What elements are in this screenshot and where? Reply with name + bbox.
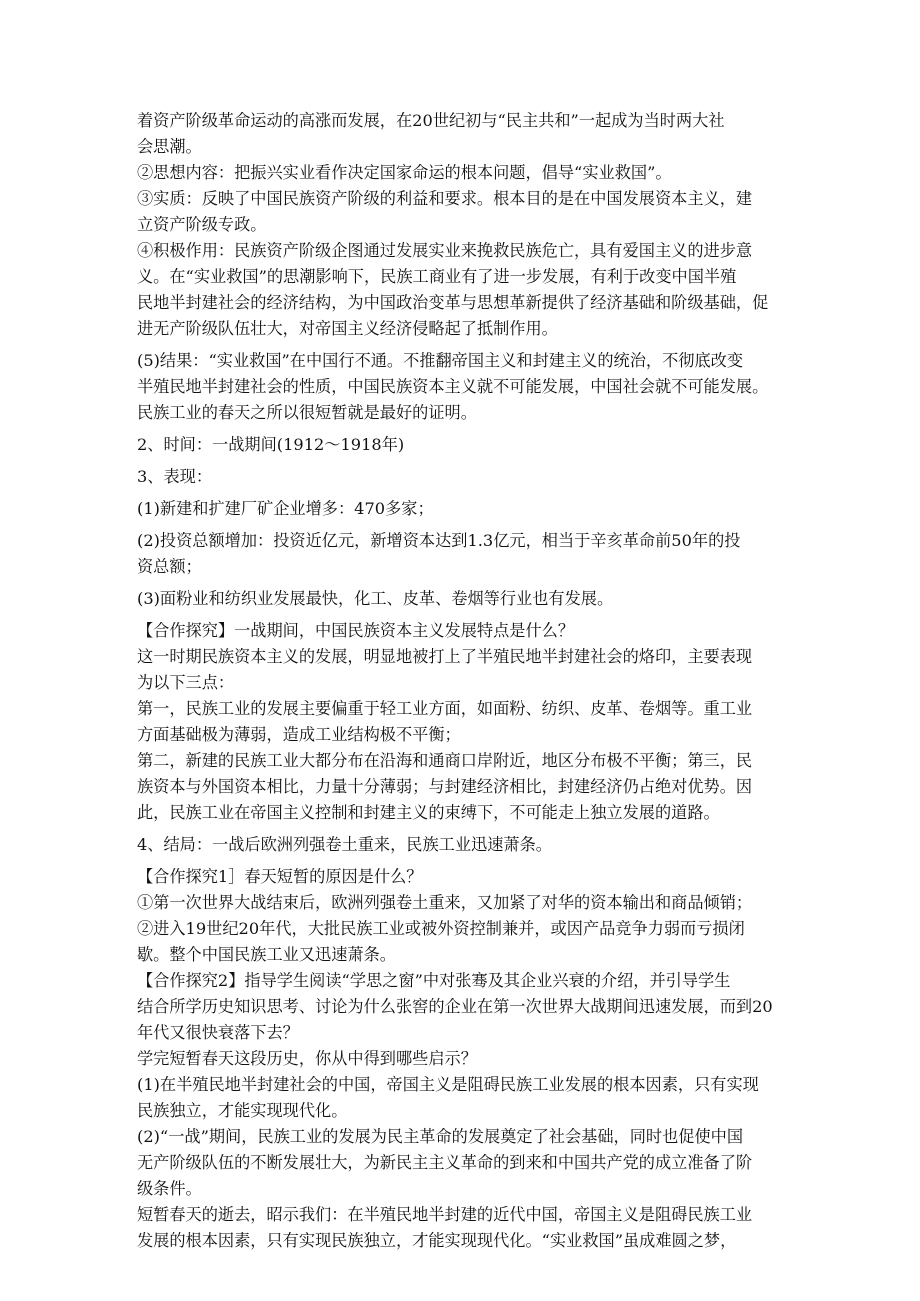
text-line: ③实质：反映了中国民族资产阶级的利益和要求。根本目的是在中国发展资本主义，建	[137, 189, 753, 208]
section-heading-cooperative-inquiry: 【合作探究】一战期间，中国民族资本主义发展特点是什么？	[137, 621, 575, 640]
text-line: 歇。整个中国民族工业又迅速萧条。	[137, 945, 396, 964]
text-line: 结合所学历史知识思考、讨论为什么张窖的企业在第一次世界大战期间迅速发展，而到20	[137, 997, 773, 1016]
text-line: 进无产阶级队伍壮大，对帝国主义经济侵略起了抵制作用。	[137, 319, 558, 338]
text-line: (2)投资总额增加：投资近亿元，新增资本达到1.3亿元，相当于辛亥革命前50年的投	[137, 531, 741, 550]
text-line: 民族工业的春天之所以很短暂就是最好的证明。	[137, 403, 477, 422]
text-line: ②思想内容：把振兴实业看作决定国家命运的根本问题，倡导“实业救国”。	[137, 163, 672, 182]
text-line: (2)“一战”期间，民族工业的发展为民主革命的发展奠定了社会基础，同时也促使中国	[137, 1127, 744, 1146]
text-line: 着资产阶级革命运动的高涨而发展，在20世纪初与“民主共和”一起成为当时两大社	[137, 111, 725, 130]
text-line: 民族独立，才能实现现代化。	[137, 1101, 348, 1120]
document-page	[137, 108, 797, 1254]
text-line: 会思潮。	[137, 137, 202, 156]
text-line: 短暂春天的逝去，昭示我们：在半殖民地半封建的近代中国，帝国主义是阻碍民族工业	[137, 1205, 753, 1224]
text-line: 发展的根本因素，只有实现民族独立，才能实现现代化。“实业救国”虽成难圆之梦，	[137, 1231, 737, 1250]
text-line: 民地半封建社会的经济结构，为中国政治变革与思想革新提供了经济基础和阶级基础，促	[137, 293, 769, 312]
section-heading-cooperative-inquiry-2: 【合作探究2】指导学生阅读“学思之窗”中对张骞及其企业兴衰的介绍，并引导学生	[137, 971, 731, 990]
section-heading-cooperative-inquiry-1: 【合作探究1］春天短暂的原因是什么？	[137, 867, 423, 886]
text-line: 方面基础极为薄弱，造成工业结构极不平衡；	[137, 725, 461, 744]
text-line: 此，民族工业在帝国主义控制和封建主义的束缚下，不可能走上独立发展的道路。	[137, 803, 720, 822]
text-line: 级条件。	[137, 1179, 202, 1198]
text-line: 立资产阶级专政。	[137, 215, 267, 234]
text-line: 无产阶级队伍的不断发展壮大，为新民主主义革命的到来和中国共产党的成立准备了阶	[137, 1153, 753, 1172]
text-line: ④积极作用：民族资产阶级企图通过发展实业来挽救民族危亡，具有爱国主义的进步意	[137, 241, 753, 260]
text-line: ②进入19世纪20年代，大批民族工业或被外资控制兼并，或因产品竞争力弱而亏损闭	[137, 919, 745, 938]
text-line: 年代又很快衰落下去？	[137, 1023, 299, 1042]
text-line: (3)面粉业和纺织业发展最快，化工、皮革、卷烟等行业也有发展。	[137, 589, 614, 608]
text-line: (1)在半殖民地半封建社会的中国，帝国主义是阻碍民族工业发展的根本因素，只有实现	[137, 1075, 759, 1094]
text-line: (1)新建和扩建厂矿企业增多：470多家；	[137, 499, 434, 518]
text-line: 第一，民族工业的发展主要偏重于轻工业方面，如面粉、纺织、皮革、卷烟等。重工业	[137, 699, 753, 718]
text-line: 学完短暂春天这段历史，你从中得到哪些启示？	[137, 1049, 477, 1068]
text-line: 这一时期民族资本主义的发展，明显地被打上了半殖民地半封建社会的烙印，主要表现	[137, 647, 753, 666]
text-line: 第二，新建的民族工业大都分布在沿海和通商口岸附近，地区分布极不平衡；第三，民	[137, 751, 753, 770]
text-line: (5)结果：“实业救国”在中国行不通。不推翻帝国主义和封建主义的统治，不彻底改变	[137, 351, 744, 370]
section-heading-manifestation: 3、表现：	[137, 467, 213, 486]
section-heading-outcome: 4、结局：一战后欧洲列强卷土重来，民族工业迅速萧条。	[137, 835, 552, 854]
text-line: 资总额；	[137, 557, 202, 576]
text-line: 半殖民地半封建社会的性质，中国民族资本主义就不可能发展，中国社会就不可能发展。	[137, 377, 769, 396]
text-line: 义。在“实业救国”的思潮影响下，民族工商业有了进一步发展，有利于改变中国半殖	[137, 267, 737, 286]
text-line: 族资本与外国资本相比，力量十分薄弱；与封建经济相比，封建经济仍占绝对优势。因	[137, 777, 753, 796]
text-line: ①第一次世界大战结束后，欧洲列强卷土重来，又加紧了对华的资本输出和商品倾销；	[137, 893, 753, 912]
section-heading-time: 2、时间：一战期间(1912～1918年)	[137, 435, 405, 454]
text-line: 为以下三点：	[137, 673, 235, 692]
